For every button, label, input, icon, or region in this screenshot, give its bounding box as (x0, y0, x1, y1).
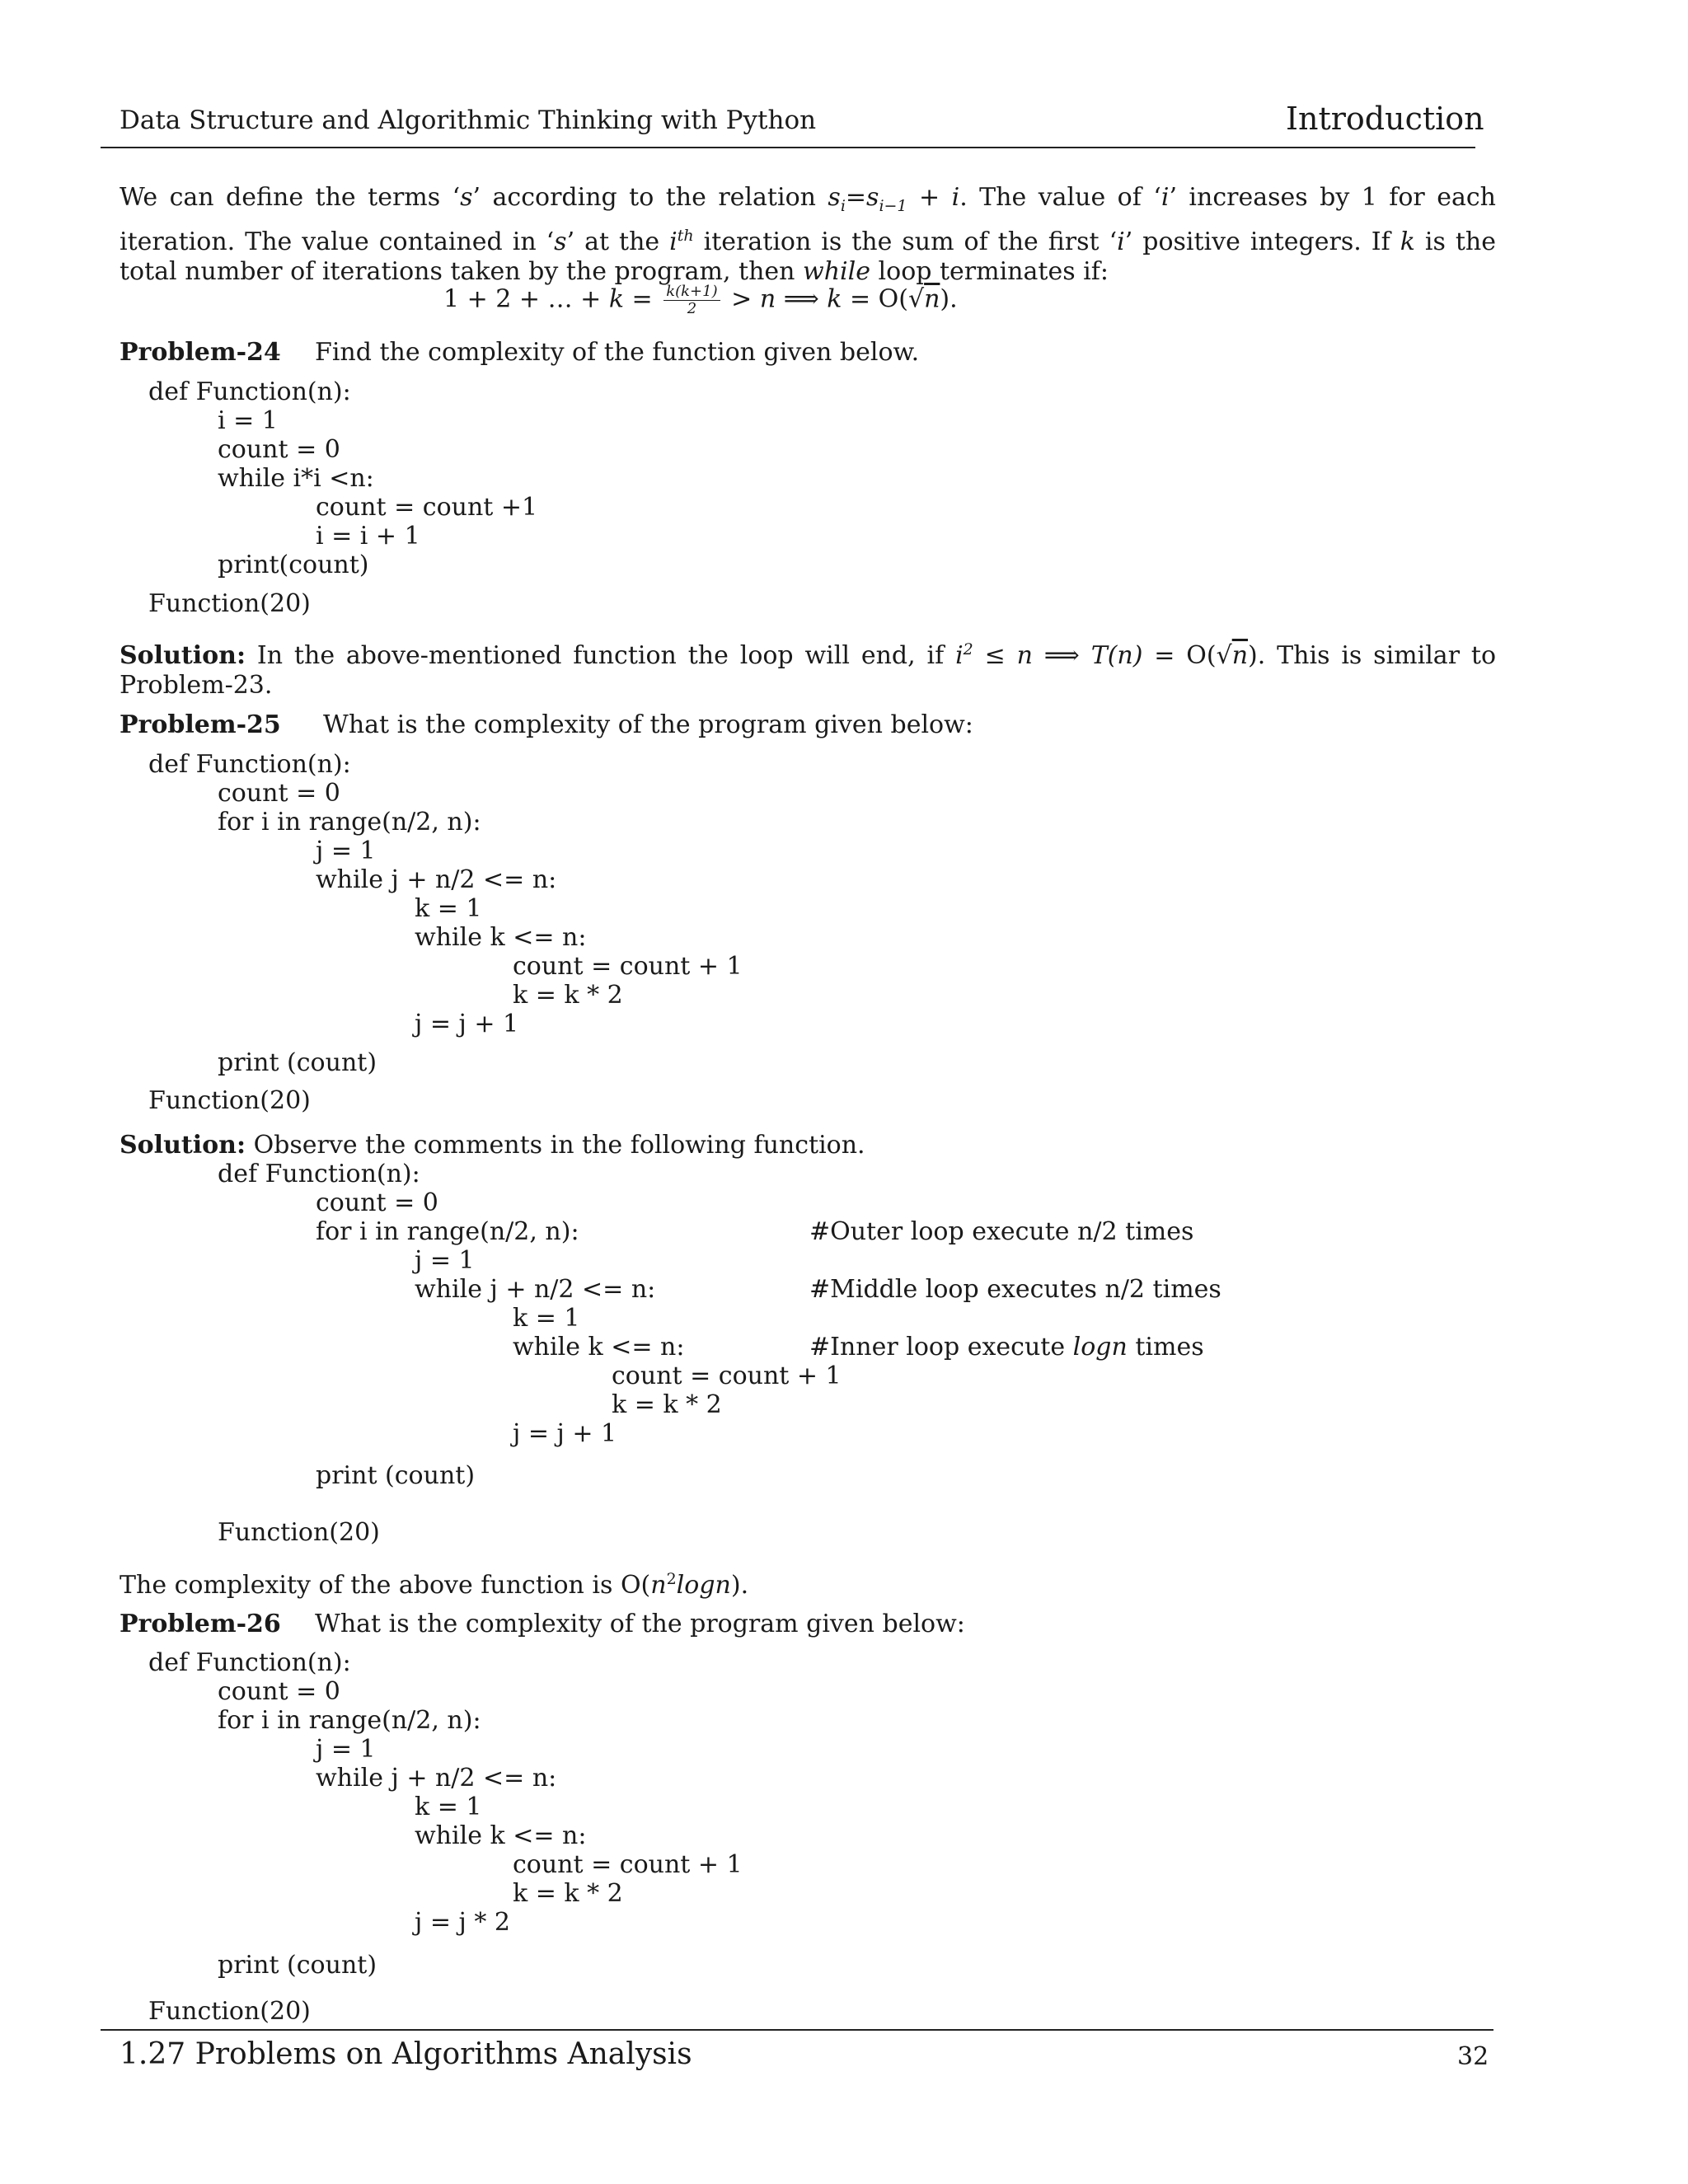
code-line: while k <= n: (415, 923, 587, 952)
problem-25-question: What is the complexity of the program given below: (323, 710, 973, 739)
problem-25-label: Problem-25 (120, 710, 281, 739)
code-line: count = 0 (316, 1188, 438, 1217)
code-line: count = count + 1 (513, 1850, 743, 1879)
code-line: k = k * 2 (612, 1390, 722, 1419)
code-line: print (count) (218, 1951, 377, 1980)
code-line: j = 1 (316, 837, 376, 865)
code-line: def Function(n): (148, 750, 351, 779)
problem-24-label: Problem-24 (120, 338, 281, 367)
code-line: k = k * 2 (513, 981, 623, 1010)
code-line: i = 1 (218, 406, 278, 435)
code-line: j = 1 (316, 1735, 376, 1764)
footer-rule (101, 2029, 1493, 2031)
problem-25-conclusion: The complexity of the above function is $O(n^2\log n)$. (120, 1570, 749, 1600)
code-line: while j + n/2 <= n: (316, 865, 557, 894)
problem-24-solution: Solution: In the above-mentioned function the loop will end, if $i^2 \le n$ ⟹ T(n) = O(√n). This is similar to Problem-23. (120, 640, 1497, 700)
running-header-title: Data Structure and Algorithmic Thinking with Python (120, 105, 817, 135)
code-line: for i in range(n/2, n): (218, 1706, 481, 1735)
problem-25-solution: Solution: Observe the comments in the following function. (120, 1131, 865, 1160)
code-line: Function(20) (148, 1997, 311, 2026)
code-line: while k <= n: (513, 1333, 685, 1361)
intro-paragraph: We can define the terms ‘s’ according to the relation $s_i=s_{i-1} + i$. The value of ‘i’ increases by 1 for each iteration. The value contained in ‘s’ at the $i^{th}$ iteration is the sum of the first ‘i’ positive integers. If k is the total number of iterations taken by the program, then while loop terminates if: (120, 183, 1496, 286)
code-line: print (count) (316, 1461, 476, 1490)
header-rule (101, 147, 1475, 148)
code-line: Function(20) (148, 589, 311, 618)
code-line: j = j * 2 (415, 1908, 510, 1937)
code-line: print(count) (218, 551, 369, 579)
code-line: while j + n/2 <= n: (316, 1764, 557, 1793)
code-line: while j + n/2 <= n: (415, 1275, 656, 1304)
code-comment: #Outer loop execute n/2 times (809, 1217, 1194, 1246)
code-line: while k <= n: (415, 1821, 587, 1850)
code-line: k = k * 2 (513, 1879, 623, 1908)
code-line: def Function(n): (148, 1648, 351, 1677)
code-line: count = 0 (218, 435, 340, 464)
code-line: def Function(n): (218, 1160, 420, 1188)
code-line: k = 1 (415, 894, 482, 923)
code-line: j = j + 1 (513, 1419, 617, 1448)
problem-26-label: Problem-26 (120, 1610, 281, 1638)
code-line: def Function(n): (148, 377, 351, 406)
code-line: while i*i <n: (218, 464, 374, 493)
code-comment: #Middle loop executes n/2 times (809, 1275, 1221, 1304)
fraction: $\frac{k(k+1)}{2}$ (663, 284, 720, 317)
code-line: Function(20) (218, 1518, 380, 1547)
code-line: Function(20) (148, 1086, 311, 1115)
code-comment: #Inner loop execute logn times (809, 1333, 1204, 1361)
code-line: count = count + 1 (612, 1361, 842, 1390)
code-line: print (count) (218, 1048, 377, 1077)
code-line: count = count +1 (316, 493, 538, 522)
sum-equation: 1 + 2 + … + k = $\frac{k(k+1)}{2}$ > n ⟹ k = O(√n). (443, 283, 958, 317)
footer-section-title: 1.27 Problems on Algorithms Analysis (120, 2037, 692, 2071)
code-line: count = count + 1 (513, 952, 743, 981)
page-number: 32 (1457, 2042, 1489, 2071)
code-line: for i in range(n/2, n): (316, 1217, 579, 1246)
code-line: count = 0 (218, 779, 340, 808)
code-line: i = i + 1 (316, 522, 420, 551)
problem-24-question: Find the complexity of the function given below. (315, 338, 920, 367)
problem-26-question: What is the complexity of the program given below: (315, 1610, 965, 1638)
code-line: k = 1 (415, 1793, 482, 1821)
code-line: for i in range(n/2, n): (218, 808, 481, 837)
code-line: count = 0 (218, 1677, 340, 1706)
running-header-chapter: Introduction (1286, 101, 1484, 137)
code-line: k = 1 (513, 1304, 580, 1333)
code-line: j = 1 (415, 1246, 475, 1275)
code-line: j = j + 1 (415, 1010, 519, 1038)
